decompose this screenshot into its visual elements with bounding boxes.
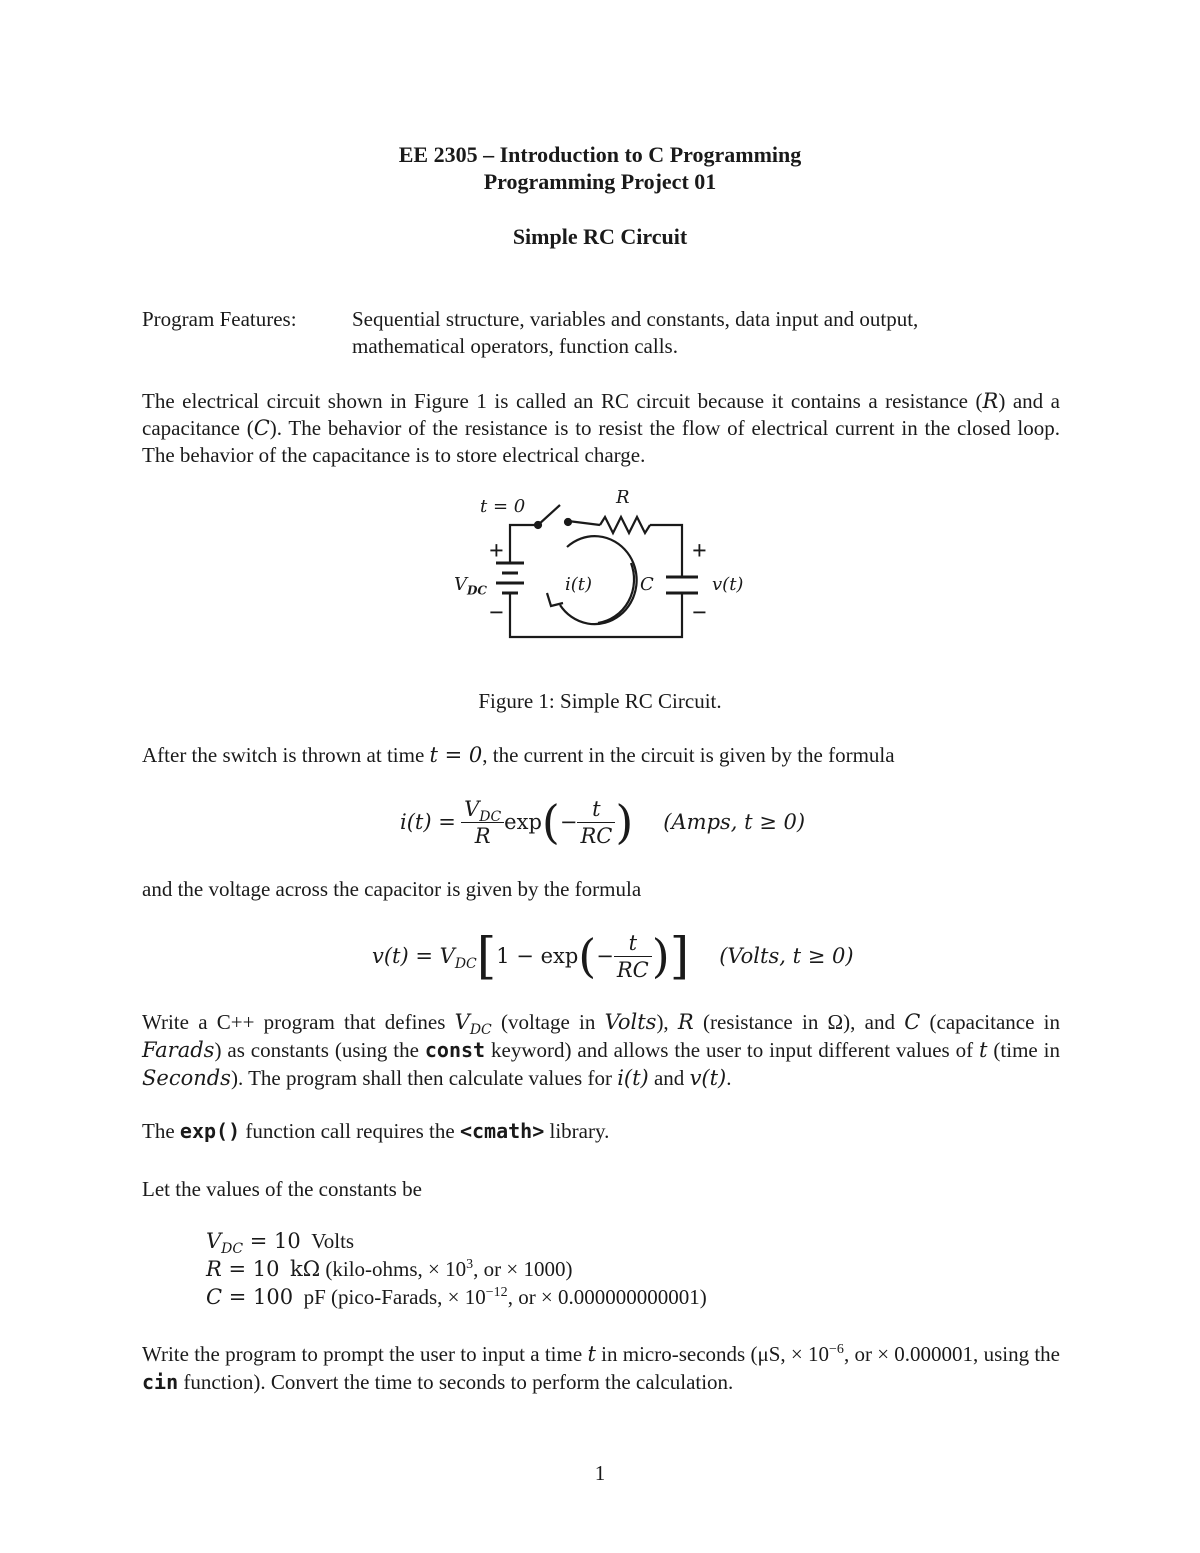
voltage-intro: and the voltage across the capacitor is given by the formula (142, 877, 642, 901)
figure-caption: Figure 1: Simple RC Circuit. (478, 689, 722, 713)
constant-r: R = 10 kΩ (kilo-ohms, × $10^3$, or × 1000) (206, 1257, 573, 1281)
exp-paragraph: The exp() function call requires the <cmath> library. (142, 1119, 610, 1143)
capacitor-label: C (640, 574, 654, 595)
voltage-label: v(t) (712, 574, 744, 595)
loop-arrowhead (547, 593, 563, 606)
features-label: Program Features: (142, 307, 297, 331)
source-minus: − (489, 598, 504, 627)
features-line1: Sequential structure, variables and constants, data input and output, (352, 307, 919, 331)
eq2-exponent-fraction: $\frac{t}{RC}$ (614, 930, 652, 983)
source-plus: + (489, 536, 504, 565)
wire-right-top (650, 525, 682, 577)
intro-paragraph: The electrical circuit shown in Figure 1 is called an RC circuit because it contains a resistance (R) and a capacitance (C). The behavior of the resistance is to resist the flow of electrical current in the closed loop. The behavior of the capacitance is to store electrical charge. (142, 389, 1061, 467)
constant-c: C = 100 pF (pico-Farads, × $10^{-12}$, or × 0.000000000001) (206, 1285, 707, 1309)
wire-bottom (510, 593, 682, 637)
prompt-paragraph: Write the program to prompt the user to input a time t in micro-seconds (μS, × $10^{-6}$, or × 0.000001, using the cin function). Convert the time to seconds to perform the calculation. (142, 1342, 1060, 1394)
current-equation: i(t) = $\frac{V_{DC}}{R}$ exp ( − $\frac{t}{RC}$ ) (Amps, t ≥ 0) (400, 795, 806, 849)
rc-circuit-figure (420, 485, 780, 655)
current-label: i(t) (565, 574, 593, 595)
eq1-exponent-fraction: $\frac{t}{RC}$ (577, 796, 615, 849)
after-switch-sentence: After the switch is thrown at time t = 0, the current in the circuit is given by the formula (142, 743, 895, 767)
subtitle: Simple RC Circuit (512, 224, 688, 249)
wire-switch-to-resistor (568, 521, 600, 525)
eq1-coefficient: $\frac{V_{DC}}{R}$ (461, 796, 504, 849)
source-label: $V_{DC}$ (454, 574, 487, 598)
cap-plus: + (692, 536, 707, 565)
resistor-symbol (600, 517, 650, 533)
switch-label: t = 0 (480, 496, 526, 517)
constant-vdc: $V_{DC} = 10$ Volts (206, 1229, 355, 1258)
program-paragraph: Write a C++ program that defines $V_{DC}$ (voltage in Volts), R (resistance in Ω), and C (capacitance in Farads) as constants (using the const keyword) and allows the user to input different values of t (time in Seconds). The program shall then calculate values for i(t) and v(t). (142, 1010, 1060, 1090)
constants-intro: Let the values of the constants be (142, 1177, 422, 1201)
wire-left-top (510, 525, 538, 555)
voltage-equation: $v(t) = V_{DC}$ [ 1 − exp ( − $\frac{t}{RC}$ ) ] (Volts, t ≥ 0) (372, 927, 854, 985)
features-line2: mathematical operators, function calls. (352, 334, 678, 358)
resistor-label: R (616, 487, 630, 508)
page-number: 1 (594, 1461, 606, 1485)
cap-minus: − (692, 598, 707, 627)
switch-blade (538, 505, 560, 525)
course-title: EE 2305 – Introduction to C Programming (398, 142, 802, 167)
eq2-lhs: $v(t) = V_{DC}$ (372, 944, 477, 973)
project-title: Programming Project 01 (483, 169, 717, 194)
